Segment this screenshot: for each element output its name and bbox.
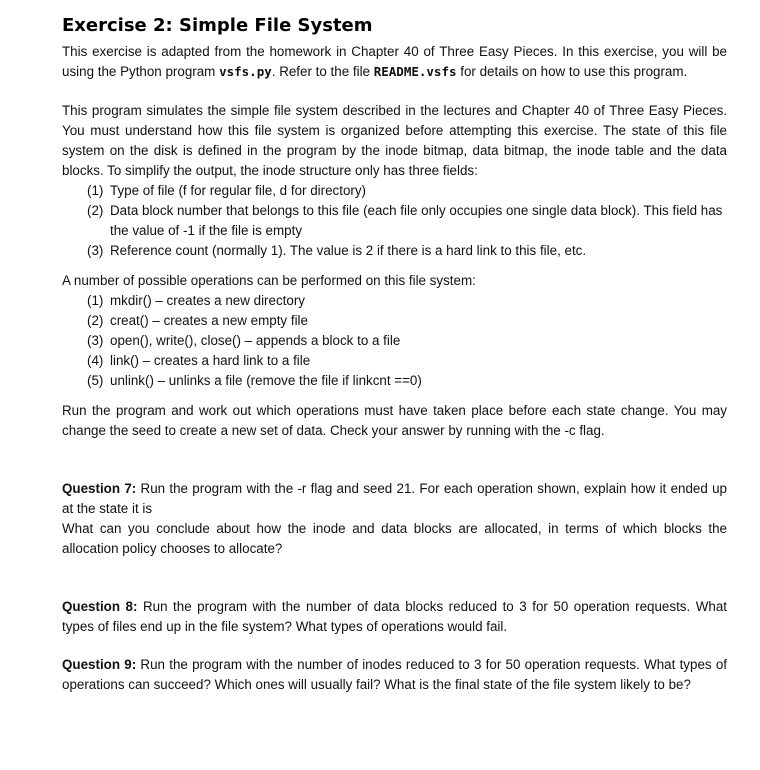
question-9 — [62, 655, 727, 695]
intro-text-1: This exercise is adapted from the homework in Chapter 40 of Three Easy Pieces. In this exercise, you will be using the Python program — [62, 44, 727, 79]
list-item — [62, 331, 727, 351]
list-item — [62, 181, 727, 201]
list-item-number: (3) — [87, 243, 104, 258]
run-instructions: Run the program and work out which operations must have taken place before each state change. You may change the seed to create a new set of data. Check your answer by running with the -c flag. — [62, 403, 727, 438]
list-item-text: open(), write(), close() – appends a block to a file — [110, 333, 401, 348]
list-item — [62, 241, 727, 261]
question-text: Run the program with the number of data blocks reduced to 3 for 50 operation requests. What types of files end up in the file system? What types of operations would fail. — [62, 599, 727, 634]
question-7-followup: What can you conclude about how the inode and data blocks are allocated, in terms of which blocks the allocation policy chooses to allocate? — [62, 521, 727, 556]
intro-text-3: for details on how to use this program. — [456, 64, 688, 79]
list-item-text: link() – creates a hard link to a file — [110, 353, 311, 368]
question-text: Run the program with the -r flag and seed 21. For each operation shown, explain how it ended up at the state it is — [62, 481, 728, 516]
operations-list — [62, 291, 727, 391]
list-item-text: Type of file (f for regular file, d for directory) — [110, 183, 367, 198]
list-item-text: Reference count (normally 1). The value is 2 if there is a hard link to this file, etc. — [110, 243, 587, 258]
list-item-number: (1) — [87, 183, 104, 198]
list-item-number: (5) — [87, 373, 104, 388]
question-label: Question 7: — [62, 481, 137, 496]
list-item — [62, 291, 727, 311]
question-label: Question 8: — [62, 599, 138, 614]
list-item-text: mkdir() – creates a new directory — [110, 293, 305, 308]
list-item-text: unlink() – unlinks a file (remove the file if linkcnt ==0) — [110, 373, 422, 388]
question-text: Run the program with the number of inodes reduced to 3 for 50 operation requests. What types of operations can succeed? Which ones will usually fail? What is the final state of the file system likely to be? — [62, 657, 727, 692]
spacer — [62, 559, 727, 597]
question-label: Question 9: — [62, 657, 137, 672]
intro-text-2: . Refer to the file — [271, 64, 374, 79]
program-name: vsfs.py — [219, 64, 272, 79]
spacer — [62, 637, 727, 655]
description-paragraph: This program simulates the simple file system described in the lectures and Chapter 40 of Three Easy Pieces. You must understand how this file system is organized before attempting this exercise. The state of this file system on the disk is defined in the program by the inode bitmap, data bitmap, the inode table and the data blocks. To simplify the output, the inode structure only has three fields: — [62, 103, 727, 178]
list-item — [62, 311, 727, 331]
document-page — [62, 14, 727, 695]
operations-intro: A number of possible operations can be performed on this file system: — [62, 273, 476, 288]
list-item — [62, 201, 727, 241]
page-title: Exercise 2: Simple File System — [62, 15, 373, 36]
list-item-text: Data block number that belongs to this file (each file only occupies one single data block). This field has the value of -1 if the file is empty — [110, 203, 723, 238]
list-item — [62, 351, 727, 371]
question-7 — [62, 479, 727, 519]
list-item-number: (2) — [87, 203, 104, 218]
intro-paragraph — [62, 42, 727, 82]
question-8 — [62, 597, 727, 637]
spacer — [62, 261, 727, 271]
list-item-number: (3) — [87, 333, 104, 348]
inode-fields-list — [62, 181, 727, 261]
list-item-number: (4) — [87, 353, 104, 368]
list-item-number: (2) — [87, 313, 104, 328]
list-item-number: (1) — [87, 293, 104, 308]
list-item — [62, 371, 727, 391]
readme-filename: README.vsfs — [373, 64, 457, 79]
spacer — [62, 441, 727, 479]
list-item-text: creat() – creates a new empty file — [110, 313, 308, 328]
spacer — [62, 391, 727, 401]
